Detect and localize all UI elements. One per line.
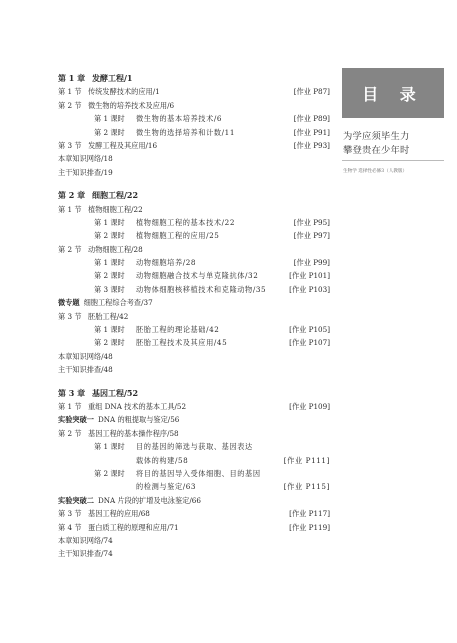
homework-page-ref: [作业 P115]: [283, 482, 330, 492]
toc-row: [58, 99, 330, 112]
toc-number: 第 3 节: [58, 140, 82, 150]
toc-title: 目的基因的筛选与获取、基因表达: [136, 442, 253, 452]
lesson-row: [58, 440, 330, 453]
toc-title: 传统发酵技术的应用/1: [88, 87, 160, 97]
toc-title: 微生物的基本培养技术/6: [136, 114, 223, 124]
lesson-row: [58, 229, 330, 242]
toc-title: 基因工程的应用/68: [88, 509, 150, 519]
toc-row: [58, 203, 330, 216]
toc-title: 本章知识网络/74: [58, 535, 113, 545]
toc-row: [58, 400, 330, 413]
toc-title: 植物细胞工程/22: [88, 204, 143, 214]
toc-title: DNA 的粗提取与鉴定/56: [97, 415, 180, 425]
homework-page-ref: [作业 P97]: [293, 231, 330, 241]
toc-title: 本章知识网络/18: [58, 154, 113, 164]
toc-title: 目 录: [362, 84, 424, 104]
toc-title: 载体的构建/58: [136, 455, 189, 465]
toc-title: 动物体细胞核移植技术和克隆动物/35: [136, 284, 267, 294]
toc-title: 基因工程/52: [92, 387, 139, 398]
book-subtitle: 生物学 选择性必修3（人教版）: [343, 169, 408, 174]
chapter-row: [58, 189, 330, 202]
toc-title: 胚胎工程/42: [88, 311, 129, 321]
lesson-row: [58, 336, 330, 349]
toc-row: [58, 363, 330, 376]
toc-title: 重组 DNA 技术的基本工具/52: [88, 401, 187, 411]
toc-number: 第 2 章: [58, 190, 86, 201]
homework-page-ref: [作业 P101]: [289, 271, 330, 281]
homework-page-ref: [作业 P89]: [293, 114, 330, 124]
toc-row: [58, 139, 330, 152]
toc-number: 第 1 课时: [94, 442, 125, 452]
toc-row: [58, 85, 330, 98]
toc-row: [58, 494, 330, 507]
toc-row: [58, 166, 330, 179]
toc-number: 实验突破一: [58, 415, 94, 425]
homework-page-ref: [作业 P103]: [289, 284, 330, 294]
toc-number: 第 2 课时: [94, 127, 125, 137]
toc-title-badge: [342, 68, 444, 118]
toc-number: 第 3 节: [58, 509, 82, 519]
toc-title: 胚胎工程技术及其应用/45: [136, 338, 228, 348]
toc-number: 第 3 课时: [94, 284, 125, 294]
homework-page-ref: [作业 P107]: [289, 338, 330, 348]
lesson-row: [58, 283, 330, 296]
toc-number: 第 1 课时: [94, 114, 125, 124]
toc-row: [58, 521, 330, 534]
homework-page-ref: [作业 P109]: [289, 401, 330, 411]
toc-number: 第 2 课时: [94, 271, 125, 281]
homework-page-ref: [作业 P95]: [293, 217, 330, 227]
toc-number: 第 1 课时: [94, 258, 125, 268]
slogan-line-1: 为学应须毕生力: [343, 131, 410, 142]
toc-title: 胚胎工程的理论基础/42: [136, 325, 220, 335]
toc-number: 第 2 节: [58, 428, 82, 438]
homework-page-ref: [作业 P119]: [289, 522, 330, 532]
toc-title: 主干知识排查/74: [58, 549, 113, 559]
chapter-row: [58, 72, 330, 85]
toc-title: 主干知识排查/48: [58, 365, 113, 375]
toc-title: 动物细胞工程/28: [88, 244, 143, 254]
toc-title: 动物细胞培养/28: [136, 258, 197, 268]
toc-number: 第 2 节: [58, 244, 82, 254]
toc-title: 发酵工程/1: [92, 73, 133, 83]
chapter-row: [58, 387, 330, 400]
toc-number: 第 1 章: [58, 73, 86, 83]
toc-number: 第 3 章: [58, 387, 86, 398]
homework-page-ref: [作业 P93]: [293, 140, 330, 150]
lesson-row: [58, 256, 330, 269]
toc-number: 微专题: [58, 298, 80, 308]
lesson-row: [58, 126, 330, 139]
toc-row: [58, 413, 330, 426]
toc-title: 细胞工程综合考查/37: [83, 298, 153, 308]
toc-number: 第 1 节: [58, 204, 82, 214]
lesson-row: [58, 216, 330, 229]
toc-title: DNA 片段的扩增及电泳鉴定/66: [97, 495, 201, 505]
sidebar-divider: [342, 160, 444, 161]
homework-page-ref: [作业 P99]: [293, 258, 330, 268]
toc-number: 第 2 节: [58, 100, 82, 110]
toc-number: 第 2 课时: [94, 338, 125, 348]
lesson-row: [58, 323, 330, 336]
toc-number: 第 4 节: [58, 522, 82, 532]
toc-title: 植物细胞工程的基本技术/22: [136, 217, 236, 227]
toc-row: [58, 296, 330, 309]
toc-title: 主干知识排查/19: [58, 167, 113, 177]
lesson-row: [58, 112, 330, 125]
toc-title: 动物细胞融合技术与单克隆抗体/32: [136, 271, 259, 281]
toc-title: 植物细胞工程的应用/25: [136, 231, 220, 241]
homework-page-ref: [作业 P111]: [283, 455, 330, 465]
toc-number: 第 3 节: [58, 311, 82, 321]
toc-title: 发酵工程及其应用/16: [88, 140, 158, 150]
toc-title: 微生物的选择培养和计数/11: [136, 127, 236, 137]
lesson-row: [58, 467, 330, 480]
toc-number: 第 1 课时: [94, 217, 125, 227]
toc-title: 蛋白质工程的原理和应用/71: [88, 522, 179, 532]
toc-title: 细胞工程/22: [92, 190, 139, 201]
toc-row: [58, 152, 330, 165]
toc-row: [58, 243, 330, 256]
toc-number: 实验突破二: [58, 495, 94, 505]
toc-number: 第 1 节: [58, 87, 82, 97]
toc-row: [58, 427, 330, 440]
toc-number: 第 2 课时: [94, 468, 125, 478]
toc-row: [58, 454, 330, 467]
toc-row: [58, 310, 330, 323]
toc-title: 将目的基因导入受体细胞、目的基因: [136, 468, 261, 478]
homework-page-ref: [作业 P117]: [289, 509, 330, 519]
toc-row: [58, 507, 330, 520]
toc-title: 微生物的培养技术及应用/6: [88, 100, 175, 110]
toc-row: [58, 534, 330, 547]
toc-row: [58, 480, 330, 493]
homework-page-ref: [作业 P91]: [293, 127, 330, 137]
toc-title: 基因工程的基本操作程序/58: [88, 428, 179, 438]
toc-row: [58, 350, 330, 363]
toc-row: [58, 547, 330, 560]
homework-page-ref: [作业 P105]: [289, 325, 330, 335]
toc-number: 第 2 课时: [94, 231, 125, 241]
homework-page-ref: [作业 P87]: [293, 87, 330, 97]
table-of-contents: [58, 72, 330, 561]
toc-title: 本章知识网络/48: [58, 351, 113, 361]
lesson-row: [58, 269, 330, 282]
toc-number: 第 1 课时: [94, 325, 125, 335]
toc-number: 第 1 节: [58, 401, 82, 411]
toc-title: 的检测与鉴定/63: [136, 482, 197, 492]
slogan-line-2: 攀登贵在少年时: [343, 145, 410, 156]
